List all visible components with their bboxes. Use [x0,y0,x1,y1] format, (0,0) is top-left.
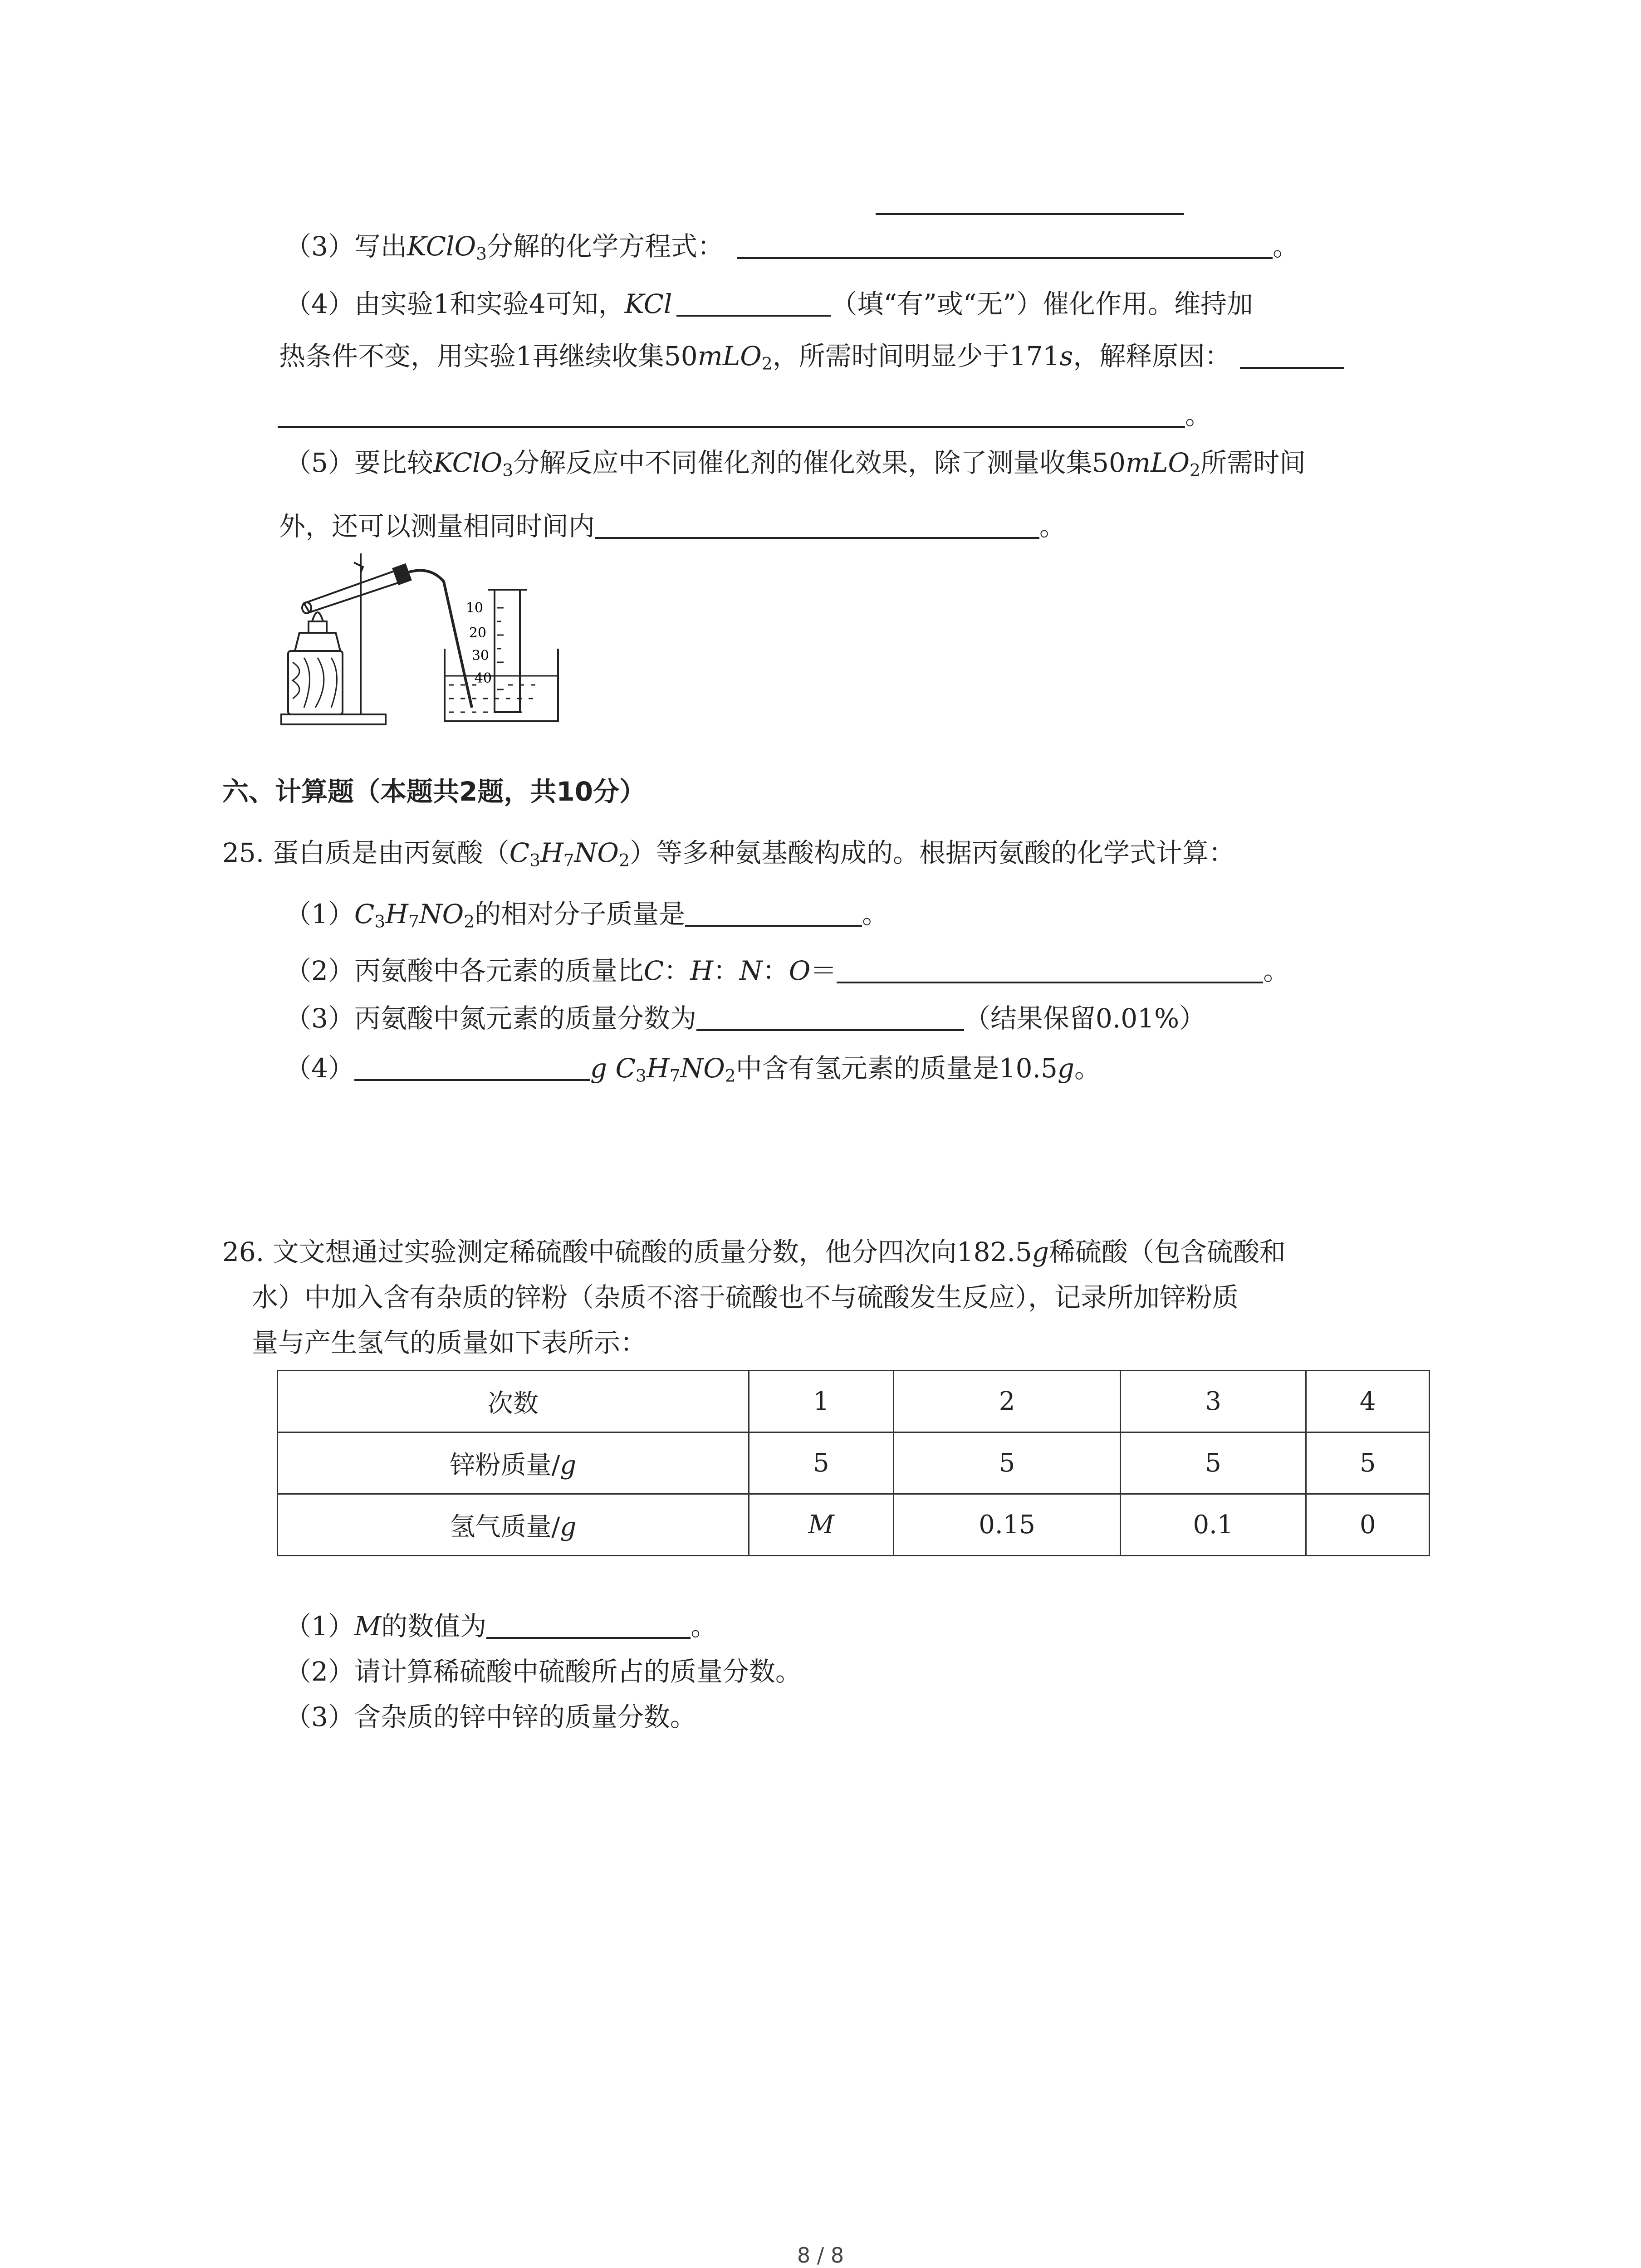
answer-blank[interactable] [676,288,831,317]
alcohol-lamp [295,633,340,651]
scale-label: 10 [465,600,483,616]
q26-part3: （3）含杂质的锌中锌的质量分数。 [285,1701,696,1732]
q25-part3: （3）丙氨酸中氮元素的质量分数为 （结果保留0.01%） [285,1003,1206,1034]
answer-blank[interactable] [486,1610,691,1639]
stand-base [281,714,386,724]
answer-blank[interactable] [737,230,1273,259]
q24-part5-line2: 外，还可以测量相同时间内 。 [279,511,1066,542]
table-cell: 1 [749,1371,894,1432]
apparatus-diagram [277,544,567,735]
table-cell: 0 [1306,1494,1430,1556]
q25-part1: $(1)C_3H_7NO_2$的相对分子质量是 。 [285,899,889,932]
q26-part1: （1）M的数值为 。 [285,1611,717,1642]
table-cell: 4 [1306,1371,1430,1432]
page-number: 8 / 8 [797,2243,844,2268]
q26-stem-line2: 水）中加入含有杂质的锌粉（杂质不溶于硫酸也不与硫酸发生反应），记录所加锌粉质 [252,1282,1239,1313]
table-cell: 0.1 [1120,1494,1306,1556]
table-cell: 5 [1306,1432,1430,1494]
scale-label: 40 [474,670,492,686]
q25-stem: 25. 蛋白质是由丙氨酸$(C_3H_7NO_2)$等多种氨基酸构成的。根据丙氨酸的化学式计算： [222,837,1235,870]
table-cell: 3 [1120,1371,1306,1432]
table-header-row [278,1371,1430,1432]
q25-part2: （2）丙氨酸中各元素的质量比C：H：N：O＝ 。 [285,955,1290,986]
table-cell: M [749,1494,894,1556]
table-row [278,1432,1430,1494]
answer-blank[interactable] [278,399,1185,428]
scale-label: 20 [469,625,486,641]
q26-stem-line1: 26. 文文想通过实验测定稀硫酸中硫酸的质量分数，他分四次向182.5g稀硫酸（包含硫酸和 [222,1237,1286,1267]
answer-blank[interactable] [837,954,1263,983]
table-cell: 2 [894,1371,1120,1432]
scale-label: 30 [471,648,489,664]
answer-blank[interactable] [595,510,1039,539]
table-cell: 5 [894,1432,1120,1494]
q24-part4-line3: 。 [278,395,1211,435]
table-cell: 0.15 [894,1494,1120,1556]
q26-part2: （2）请计算稀硫酸中硫酸所占的质量分数。 [285,1656,802,1687]
table-cell: 5 [749,1432,894,1494]
q25-part4: （4） g $C_3H_7NO_2$中含有氢元素的质量是10.5g。 [285,1053,1101,1086]
data-table [277,1370,1430,1556]
section-title: 六、计算题（本题共2题，共10分） [222,776,646,807]
delivery-tube [407,571,472,708]
q24-part4-line2: 热条件不变，用实验1再继续收集50mLO$_2$，所需时间明显少于171s，解释原因： [279,336,1344,376]
q24-part5-line1: （5）要比较KClO$_3$分解反应中不同催化剂的催化效果，除了测量收集50mLO$_2$所需时间 [285,447,1306,480]
q24-part3: （3）写出KClO$_3$分解的化学方程式： 。 [285,231,1299,264]
q24-part4-line1: （4）由实验1和实验4可知，KCl （填“有”或“无”）催化作用。维持加 [285,288,1254,319]
top-answer-line [876,213,1184,215]
table-cell: 锌粉质量/g [278,1432,749,1494]
table-row [278,1494,1430,1556]
table-cell: 次数 [278,1371,749,1432]
answer-blank[interactable] [696,1002,964,1031]
test-tube [304,569,405,612]
answer-blank[interactable] [685,898,862,927]
answer-blank[interactable] [354,1052,590,1081]
q26-stem-line3: 量与产生氢气的质量如下表所示： [252,1327,647,1358]
table-cell: 5 [1120,1432,1306,1494]
table-cell: 氢气质量/g [278,1494,749,1556]
answer-blank[interactable] [1240,340,1344,369]
